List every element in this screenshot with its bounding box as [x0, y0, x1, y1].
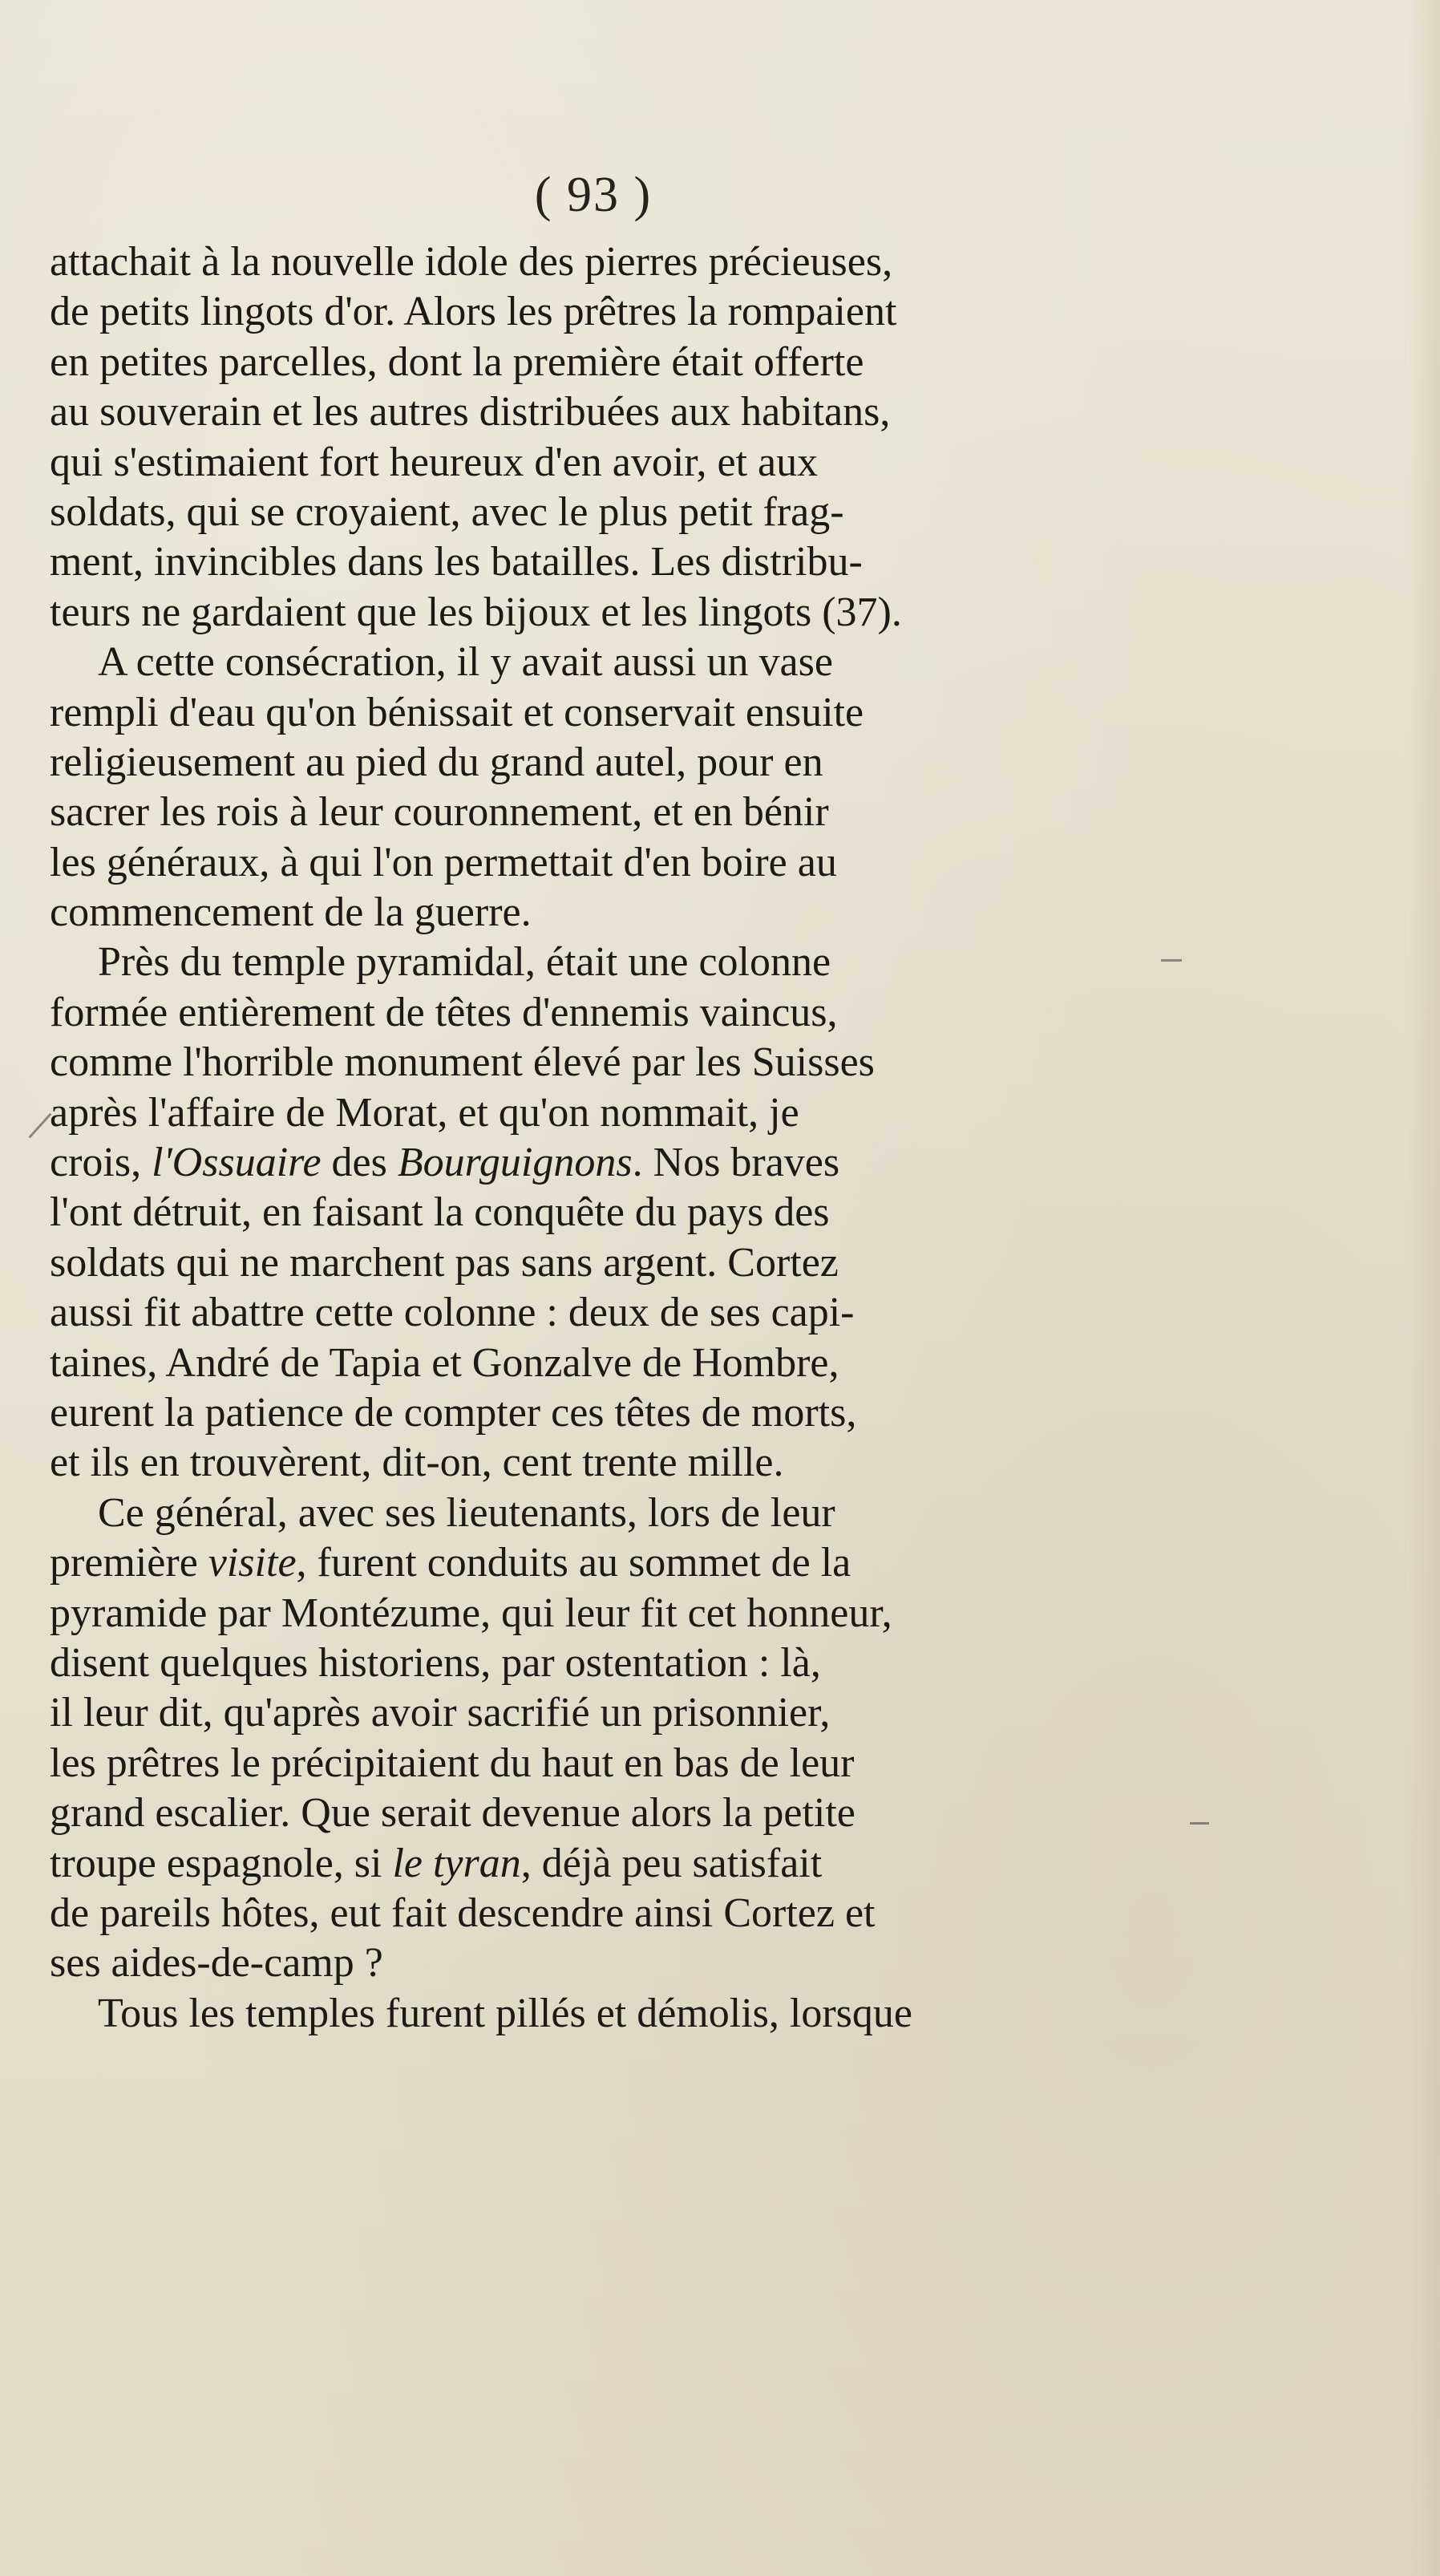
text-line — [50, 537, 1164, 587]
text-run: comme l'horrible monument élevé par les Suisses — [50, 1039, 875, 1086]
text-run: eurent la patience de compter ces têtes de morts, — [50, 1389, 857, 1436]
text-run: , déjà peu satisfait — [520, 1840, 823, 1886]
text-line — [50, 788, 1164, 837]
text-line — [50, 638, 1164, 687]
text-run: au souverain et les autres distribuées aux habitans, — [50, 389, 891, 435]
text-run: de pareils hôtes, eut fait descendre ainsi Cortez et — [50, 1889, 876, 1936]
text-run: . Nos braves — [632, 1140, 840, 1186]
text-line — [50, 488, 1164, 537]
text-run: teurs ne gardaient que les bijoux et les lingots (37). — [50, 589, 902, 635]
text-run: soldats, qui se croyaient, avec le plus petit frag- — [50, 488, 844, 535]
text-run: Près du temple pyramidal, était une colonne — [98, 939, 831, 986]
text-line — [50, 1088, 1164, 1138]
text-line — [50, 1238, 1164, 1288]
text-line — [50, 938, 1164, 987]
text-line — [50, 1589, 1164, 1638]
text-run: Tous les temples furent pillés et démolis, lorsque — [98, 1990, 912, 2036]
text-line — [50, 888, 1164, 938]
page-edge-shadow — [1408, 0, 1440, 2576]
text-line — [50, 1188, 1164, 1237]
text-line — [50, 988, 1164, 1038]
text-line — [50, 237, 1164, 287]
text-run: rempli d'eau qu'on bénissait et conservait ensuite — [50, 689, 864, 735]
text-line — [50, 1488, 1164, 1538]
text-line — [50, 1739, 1164, 1788]
text-run: disent quelques historiens, par ostentation : là, — [50, 1639, 821, 1686]
margin-mark — [1161, 959, 1182, 962]
text-run: l'ont détruit, en faisant la conquête du pays des — [50, 1189, 830, 1236]
text-line — [50, 1839, 1164, 1889]
text-line — [50, 1638, 1164, 1688]
text-run: en petites parcelles, dont la première était offerte — [50, 338, 864, 385]
text-line — [50, 688, 1164, 738]
text-run: commencement de la guerre. — [50, 889, 532, 936]
text-run: ses aides-de-camp ? — [50, 1940, 383, 1987]
text-run: de petits lingots d'or. Alors les prêtres la rompaient — [50, 289, 897, 335]
text-line — [50, 1989, 1164, 2039]
text-line — [50, 438, 1164, 488]
text-run: , furent conduits au sommet de la — [296, 1540, 851, 1586]
text-run: crois, — [50, 1140, 152, 1186]
text-line — [50, 1138, 1164, 1188]
text-run: Ce général, avec ses lieutenants, lors de leur — [98, 1489, 835, 1536]
italic-text: le tyran — [392, 1840, 521, 1886]
text-run: troupe espagnole, si — [50, 1840, 393, 1886]
text-line — [50, 1889, 1164, 1938]
text-run: soldats qui ne marchent pas sans argent. Cortez — [50, 1239, 839, 1286]
text-run: religieusement au pied du grand autel, pour en — [50, 739, 823, 785]
text-run: attachait à la nouvelle idole des pierres précieuses, — [50, 239, 893, 285]
text-run: des — [321, 1140, 398, 1186]
text-run: et ils en trouvèrent, dit-on, cent trente mille. — [50, 1440, 784, 1486]
text-line — [50, 1788, 1164, 1838]
text-run: première — [50, 1540, 208, 1586]
text-run: taines, André de Tapia et Gonzalve de Hombre, — [50, 1339, 839, 1386]
text-line — [50, 1339, 1164, 1388]
text-line — [50, 738, 1164, 788]
page-number: ( 93 ) — [534, 168, 653, 222]
text-run: après l'affaire de Morat, et qu'on nommait, je — [50, 1089, 799, 1136]
text-line — [50, 1688, 1164, 1738]
text-run: formée entièrement de têtes d'ennemis vaincus, — [50, 989, 838, 1035]
text-run: grand escalier. Que serait devenue alors la petite — [50, 1790, 856, 1837]
italic-text: visite — [208, 1540, 297, 1586]
text-run: sacrer les rois à leur couronnement, et en bénir — [50, 789, 829, 836]
body-text — [50, 237, 1164, 2039]
text-line — [50, 838, 1164, 888]
text-line — [50, 387, 1164, 437]
text-line — [50, 1038, 1164, 1088]
text-line — [50, 1938, 1164, 1988]
text-line — [50, 338, 1164, 387]
text-run: qui s'estimaient fort heureux d'en avoir, et aux — [50, 439, 819, 485]
text-run: A cette consécration, il y avait aussi un vase — [98, 639, 833, 686]
italic-text: l'Ossuaire — [152, 1140, 322, 1186]
text-line — [50, 1288, 1164, 1338]
text-line — [50, 588, 1164, 638]
text-run: pyramide par Montézume, qui leur fit cet honneur, — [50, 1590, 892, 1636]
italic-text: Bourguignons — [397, 1140, 633, 1186]
text-run: les généraux, à qui l'on permettait d'en boire au — [50, 839, 837, 885]
text-run: aussi fit abattre cette colonne : deux de ses capi- — [50, 1290, 855, 1336]
margin-mark — [29, 1113, 52, 1139]
text-line — [50, 1538, 1164, 1588]
text-line — [50, 1438, 1164, 1488]
text-run: il leur dit, qu'après avoir sacrifié un prisonnier, — [50, 1690, 831, 1736]
text-run: les prêtres le précipitaient du haut en bas de leur — [50, 1740, 855, 1786]
text-line — [50, 1388, 1164, 1438]
text-line — [50, 287, 1164, 337]
text-run: ment, invincibles dans les batailles. Les distribu- — [50, 539, 863, 585]
margin-mark — [1190, 1822, 1209, 1825]
